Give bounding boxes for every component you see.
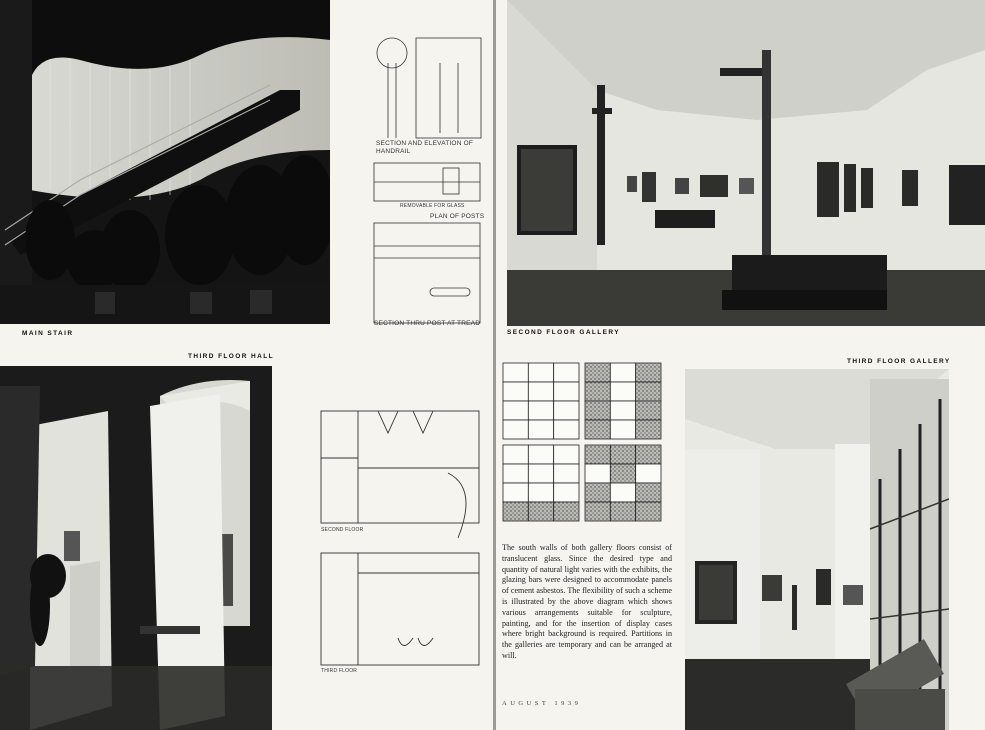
main-stair-photo [0, 0, 330, 324]
second-floor-gallery-image [507, 0, 985, 326]
right-page [496, 0, 985, 730]
glass-panel [610, 363, 635, 382]
glass-panel [503, 445, 528, 464]
opaque-panel [554, 502, 579, 521]
opaque-panel [528, 502, 553, 521]
opaque-panel [503, 502, 528, 521]
opaque-panel [585, 363, 610, 382]
floor-plans [318, 408, 483, 678]
article-body-text: The south walls of both gallery floors consist of translucent glass. Since the desired type and quantity of natural light varies with the exhibits, the glazing bars were designed to accommodate panels of cement asbestos. The flexibility of such a scheme is illustrated by the above diagram which shows various arrangements suitable for sculpture, painting, and for the insertion of display cases where bright background is required. Partitions in the galleries are temporary and can be arranged at will. [502, 543, 672, 660]
opaque-panel [610, 464, 635, 483]
glass-panel [503, 420, 528, 439]
glass-panel [503, 363, 528, 382]
glass-panel [554, 363, 579, 382]
glass-panel [528, 483, 553, 502]
third-floor-hall-photo [0, 366, 272, 730]
glass-panel [528, 445, 553, 464]
glass-panel [610, 420, 635, 439]
opaque-panel [636, 420, 661, 439]
caption-main-stair: MAIN STAIR [22, 330, 74, 337]
glass-panel [554, 483, 579, 502]
glass-panel [610, 483, 635, 502]
opaque-panel [585, 401, 610, 420]
glass-panel [528, 464, 553, 483]
caption-third-floor-hall: THIRD FLOOR HALL [188, 353, 274, 360]
second-floor-label: SECOND FLOOR [321, 527, 364, 533]
glass-panel [503, 464, 528, 483]
section-thru-post-label: SECTION THRU POST AT TREAD [374, 320, 481, 327]
glass-panel [528, 420, 553, 439]
issue-date-folio: AUGUST 1939 [502, 700, 582, 707]
glass-panel [554, 464, 579, 483]
third-floor-gallery-photo [685, 369, 949, 730]
glass-panel [610, 401, 635, 420]
glass-panel [528, 382, 553, 401]
opaque-panel [636, 445, 661, 464]
handrail-drawing-lines [368, 28, 483, 333]
glass-panel [554, 382, 579, 401]
removable-label: REMOVABLE FOR GLASS [400, 203, 465, 209]
third-floor-gallery-image [685, 369, 949, 730]
wall-panel-diagram [502, 362, 664, 524]
glass-panel [503, 483, 528, 502]
handrail-section-drawing [368, 28, 483, 333]
third-floor-label: THIRD FLOOR [321, 668, 358, 674]
plan-of-posts-label: PLAN OF POSTS [430, 213, 485, 220]
glass-panel [503, 401, 528, 420]
glass-panel [610, 382, 635, 401]
opaque-panel [610, 502, 635, 521]
main-stair-image [0, 0, 330, 324]
opaque-panel [585, 382, 610, 401]
second-floor-gallery-photo [507, 0, 985, 326]
wall-panel-diagram-grid [502, 362, 664, 524]
glass-panel [528, 363, 553, 382]
opaque-panel [636, 382, 661, 401]
glass-panel [636, 464, 661, 483]
opaque-panel [585, 420, 610, 439]
glass-panel [503, 382, 528, 401]
floor-plan-lines [318, 408, 483, 678]
glass-panel [554, 401, 579, 420]
opaque-panel [636, 483, 661, 502]
opaque-panel [636, 502, 661, 521]
glass-panel [528, 401, 553, 420]
opaque-panel [585, 445, 610, 464]
opaque-panel [610, 445, 635, 464]
opaque-panel [585, 502, 610, 521]
opaque-panel [585, 483, 610, 502]
glass-panel [585, 464, 610, 483]
glass-panel [554, 445, 579, 464]
third-floor-hall-image [0, 366, 272, 730]
opaque-panel [636, 363, 661, 382]
caption-third-floor-gallery: THIRD FLOOR GALLERY [847, 358, 951, 365]
glass-panel [554, 420, 579, 439]
handrail-title-line2: HANDRAIL [376, 148, 411, 155]
handrail-title-line1: SECTION AND ELEVATION OF [376, 140, 474, 147]
opaque-panel [636, 401, 661, 420]
caption-second-floor-gallery: SECOND FLOOR GALLERY [507, 329, 620, 336]
